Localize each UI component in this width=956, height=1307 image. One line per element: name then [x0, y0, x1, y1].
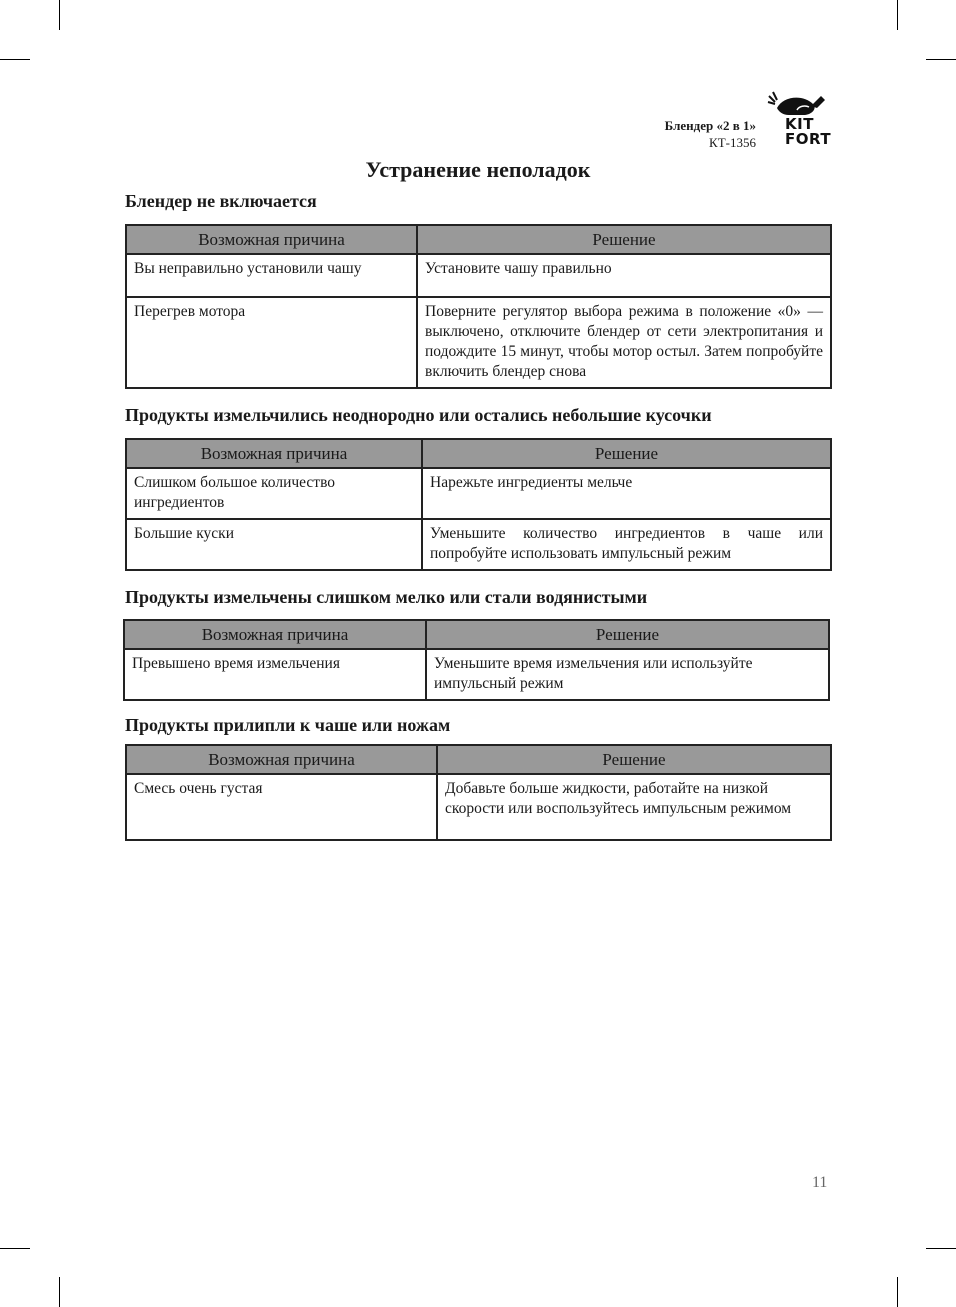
cause-cell: Перегрев мотора	[126, 297, 417, 388]
solution-cell: Добавьте больше жидкости, работайте на низкой скорости или воспользуйтесь импульсным режимом	[437, 774, 831, 840]
cause-cell: Вы неправильно установили чашу	[126, 254, 417, 297]
column-header-solution: Решение	[426, 620, 829, 649]
page-number: 11	[812, 1174, 828, 1191]
section-title: Продукты измельчены слишком мелко или стали водянистыми	[125, 587, 648, 607]
crop-mark	[897, 1277, 898, 1307]
crop-mark	[926, 59, 956, 60]
page-title: Устранение неполадок	[365, 157, 591, 182]
table-row	[126, 519, 831, 570]
model-number: КТ-1356	[709, 135, 756, 150]
column-header-solution: Решение	[422, 439, 831, 468]
column-header-cause: Возможная причина	[126, 439, 422, 468]
table-row	[126, 774, 831, 840]
crop-mark	[59, 1277, 60, 1307]
brand-logo-text: KIT FORT	[785, 115, 832, 148]
troubleshooting-table	[125, 224, 832, 389]
column-header-cause: Возможная причина	[126, 745, 437, 774]
solution-cell: Нарежьте ингредиенты мельче	[422, 468, 831, 519]
table-row	[124, 649, 829, 700]
section-title: Продукты измельчились неоднородно или остались небольшие кусочки	[125, 405, 712, 425]
cause-cell: Смесь очень густая	[126, 774, 437, 840]
table-row	[126, 254, 831, 297]
cause-cell: Большие куски	[126, 519, 422, 570]
column-header-cause: Возможная причина	[126, 225, 417, 254]
section-title: Блендер не включается	[125, 191, 317, 211]
crop-mark	[926, 1248, 956, 1249]
cause-cell: Превышено время измельчения	[124, 649, 426, 700]
cause-cell: Слишком большое количество ингредиентов	[126, 468, 422, 519]
column-header-cause: Возможная причина	[124, 620, 426, 649]
column-header-solution: Решение	[437, 745, 831, 774]
crop-mark	[0, 1248, 30, 1249]
troubleshooting-table	[125, 744, 832, 841]
document-header	[665, 117, 756, 151]
product-name: Блендер «2 в 1»	[664, 118, 756, 133]
table-row	[126, 297, 831, 388]
crop-mark	[0, 59, 30, 60]
crop-mark	[897, 0, 898, 30]
solution-cell: Установите чашу правильно	[417, 254, 831, 297]
troubleshooting-table	[125, 438, 832, 571]
solution-cell: Поверните регулятор выбора режима в положение «0» — выключено, отключите блендер от сети электропитания и подождите 15 минут, чтобы мотор остыл. Затем попробуйте включить блендер снова	[417, 297, 831, 388]
crop-mark	[59, 0, 60, 30]
column-header-solution: Решение	[417, 225, 831, 254]
table-row	[126, 468, 831, 519]
solution-cell: Уменьшите количество ингредиентов в чаше или попробуйте использовать импульсный режим	[422, 519, 831, 570]
solution-cell: Уменьшите время измельчения или используйте импульсный режим	[426, 649, 829, 700]
troubleshooting-table	[123, 619, 830, 701]
section-title: Продукты прилипли к чаше или ножам	[125, 715, 451, 735]
